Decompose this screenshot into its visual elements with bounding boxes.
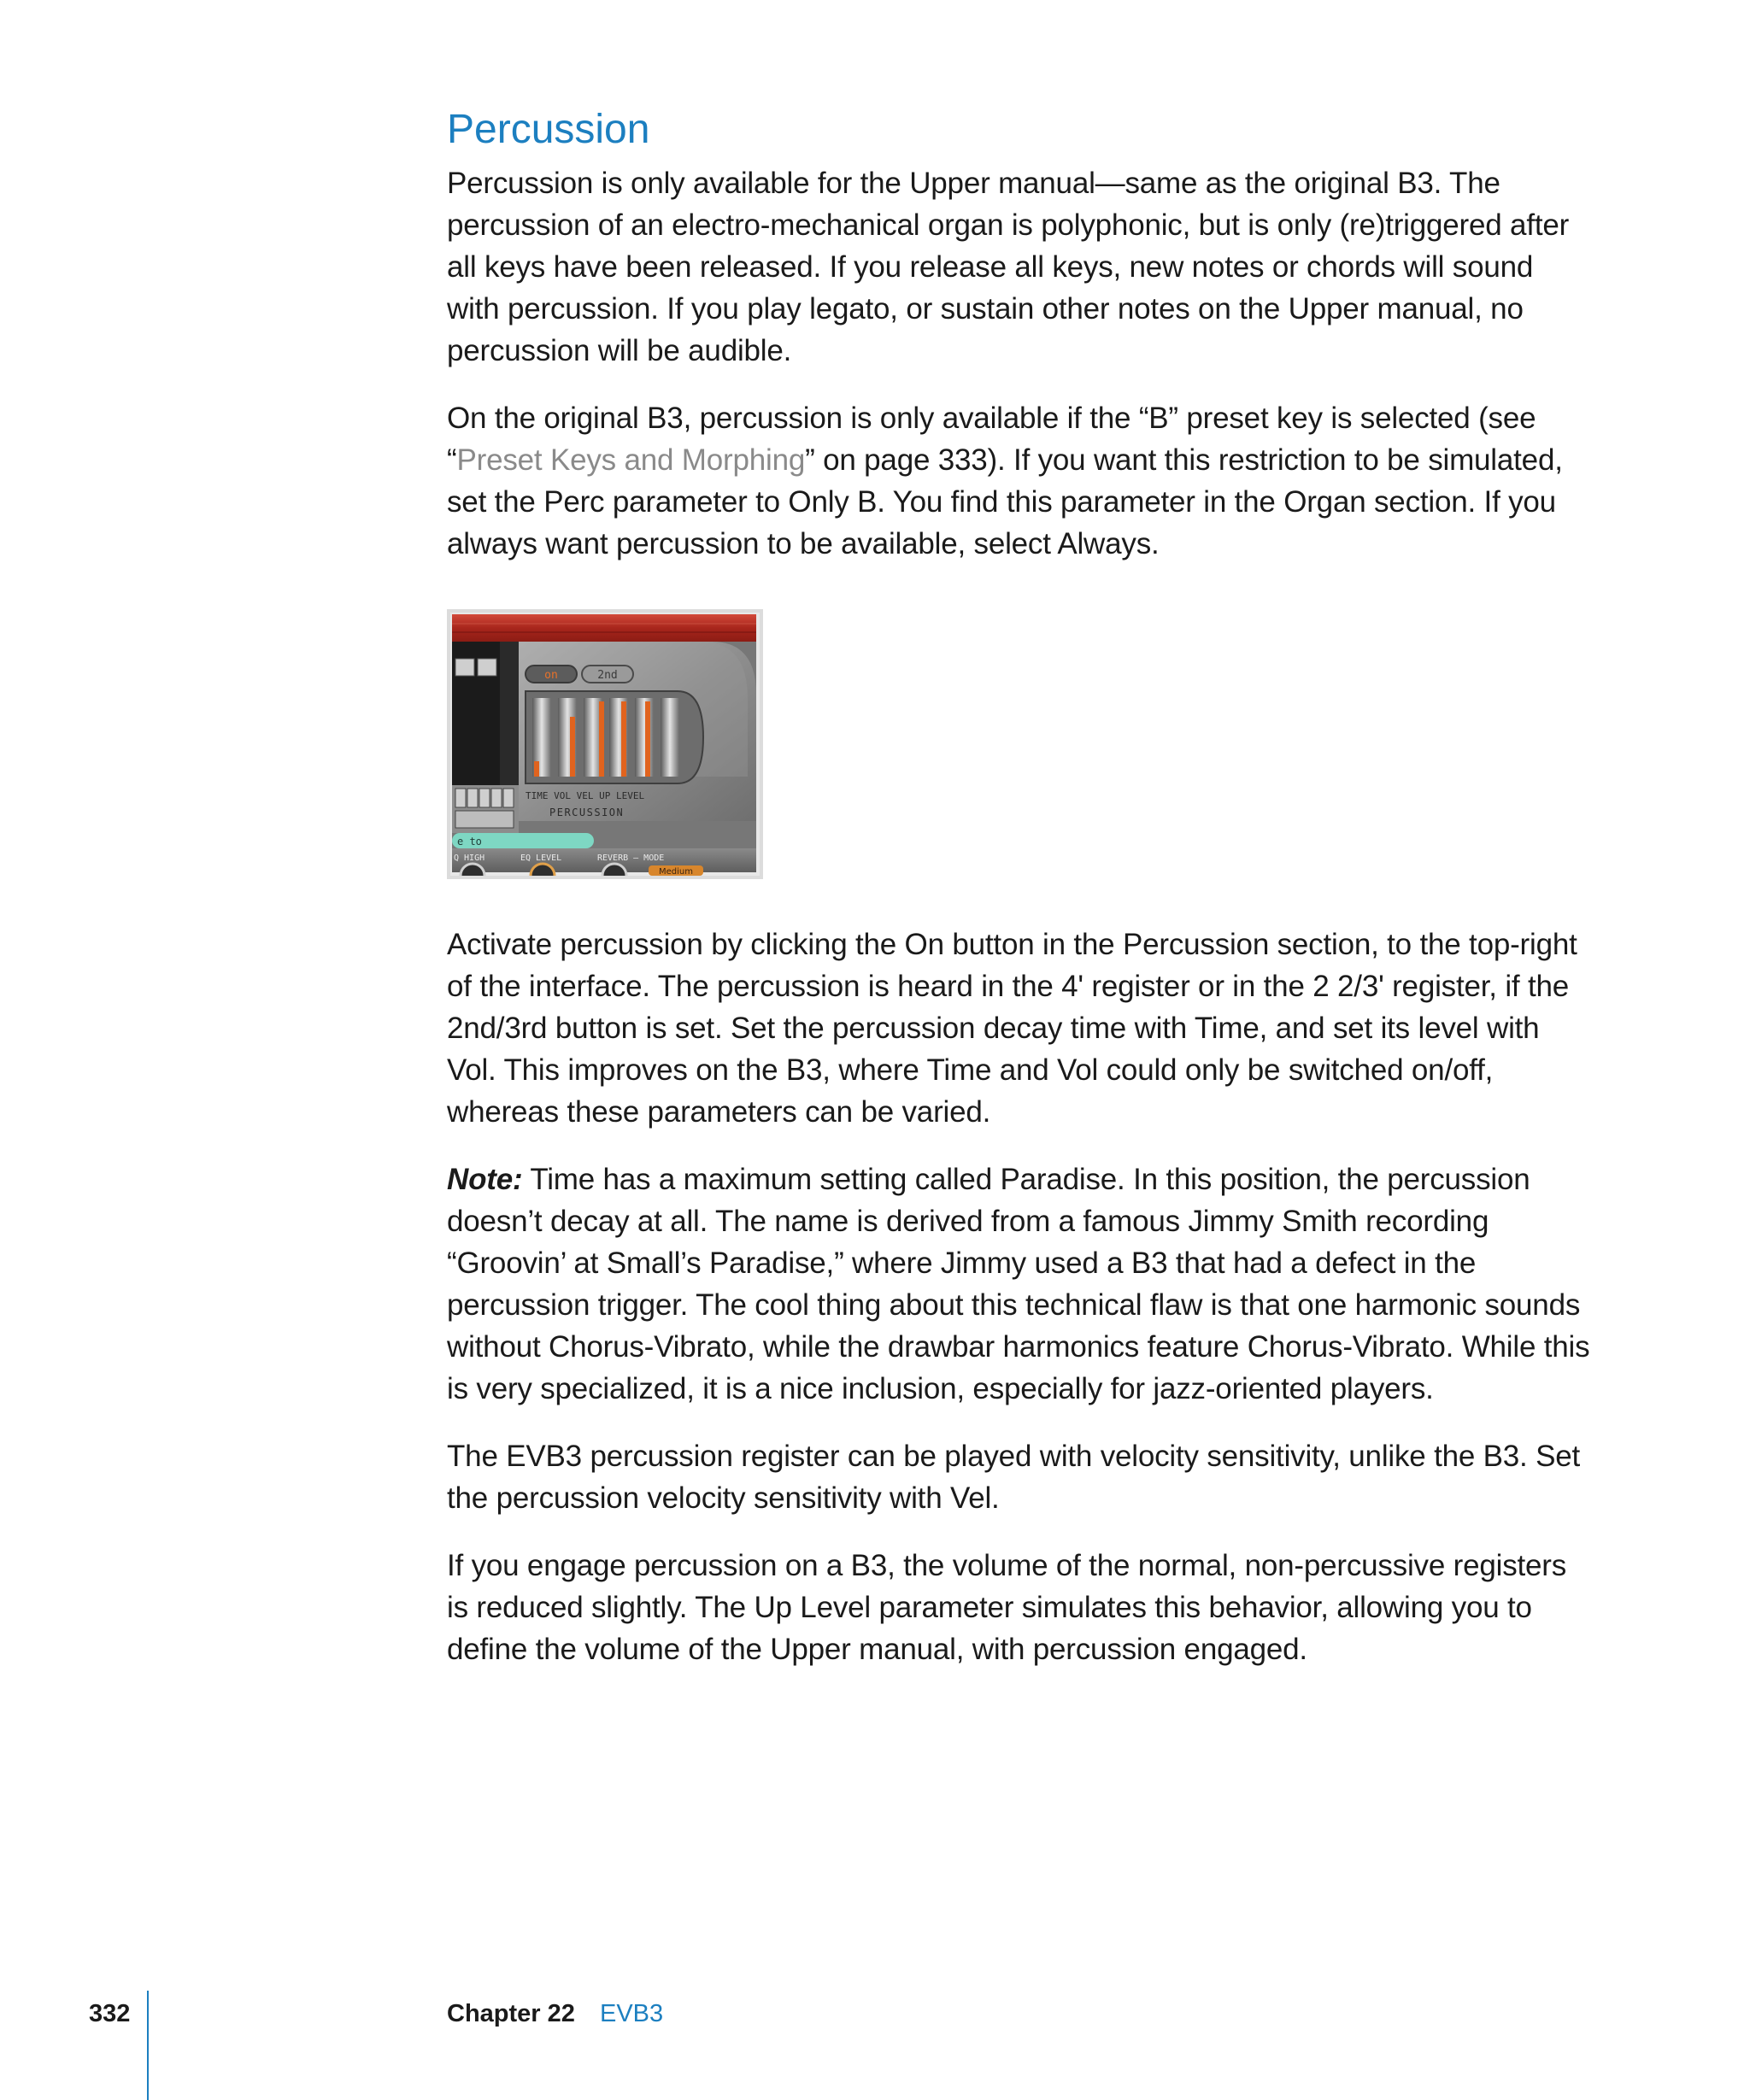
- paragraph-preset-keys: [447, 397, 1592, 565]
- paragraph-text: On the original B3, percussion is only available if the “B” preset key is selected (see “: [447, 402, 1536, 477]
- paragraph-intro: Percussion is only available for the Upper manual—same as the original B3. The percussion of an electro-mechanical organ is polyphonic, but is only (re)triggered after all keys have been released. If you release all keys, new notes or chords will sound with percussion. If you play legato, or sustain other notes on the Upper manual, no percussion will be audible.: [447, 167, 1570, 367]
- section-title: Percussion: [447, 107, 650, 152]
- paragraph-activate: Activate percussion by clicking the On button in the Percussion section, to the top-right of the interface. The percussion is heard in the 4' register or in the 2 2/3' register, if the 2nd/3rd button is set. Set the percussion decay time with Time, and set its level with Vol. This improves on the B3, where Time and Vol could only be switched on/off, whereas these parameters can be varied.: [447, 928, 1577, 1129]
- main-column: [447, 103, 1592, 1696]
- preset-keys-link[interactable]: Preset Keys and Morphing: [456, 443, 806, 477]
- on-button-label: on: [544, 669, 558, 682]
- footer-divider: [147, 1991, 149, 2100]
- note-label: Note:: [447, 1163, 523, 1196]
- chapter-label: Chapter 22: [447, 2000, 575, 2027]
- mode-value: Medium: [659, 867, 693, 877]
- eq-high-label: Q HIGH: [454, 853, 485, 863]
- paragraph-note: [447, 1159, 1592, 1410]
- eq-level-label: EQ LEVEL: [520, 853, 562, 863]
- paragraph-velocity: The EVB3 percussion register can be played with velocity sensitivity, unlike the B3. Set the percussion velocity sensitivity with Vel.: [447, 1440, 1581, 1515]
- chapter-title: EVB3: [600, 2000, 664, 2027]
- percussion-label: PERCUSSION: [549, 807, 625, 818]
- paragraph-up-level: If you engage percussion on a B3, the volume of the normal, non-percussive registers is reduced slightly. The Up Level parameter simulates this behavior, allowing you to define the volume of the Upper manual, with percussion engaged.: [447, 1549, 1567, 1666]
- note-text: Time has a maximum setting called Paradise. In this position, the percussion doesn’t decay at all. The name is derived from a famous Jimmy Smith recording “Groovin’ at Small’s Paradise,” where Jimmy used a B3 that had a defect in the percussion trigger. The cool thing about this technical flaw is that one harmonic sounds without Chorus-Vibrato, while the drawbar harmonics feature Chorus-Vibrato. While this is very specialized, it is a nice inclusion, especially for jazz-oriented players.: [447, 1163, 1590, 1405]
- paragraph-text: ” on page 333). If you want this restriction to be simulated, set the Perc parameter to Only B. You find this parameter in the Organ section. If you always want percussion to be available, select Always.: [447, 443, 1563, 560]
- teal-bar-text: e to: [457, 836, 482, 848]
- second-button-label: 2nd: [597, 669, 618, 682]
- page-number: 332: [89, 2000, 131, 2027]
- slider-labels: TIME VOL VEL UP LEVEL: [526, 790, 645, 801]
- percussion-section-screenshot: [447, 609, 763, 879]
- reverb-mode-label: REVERB – MODE: [597, 853, 665, 863]
